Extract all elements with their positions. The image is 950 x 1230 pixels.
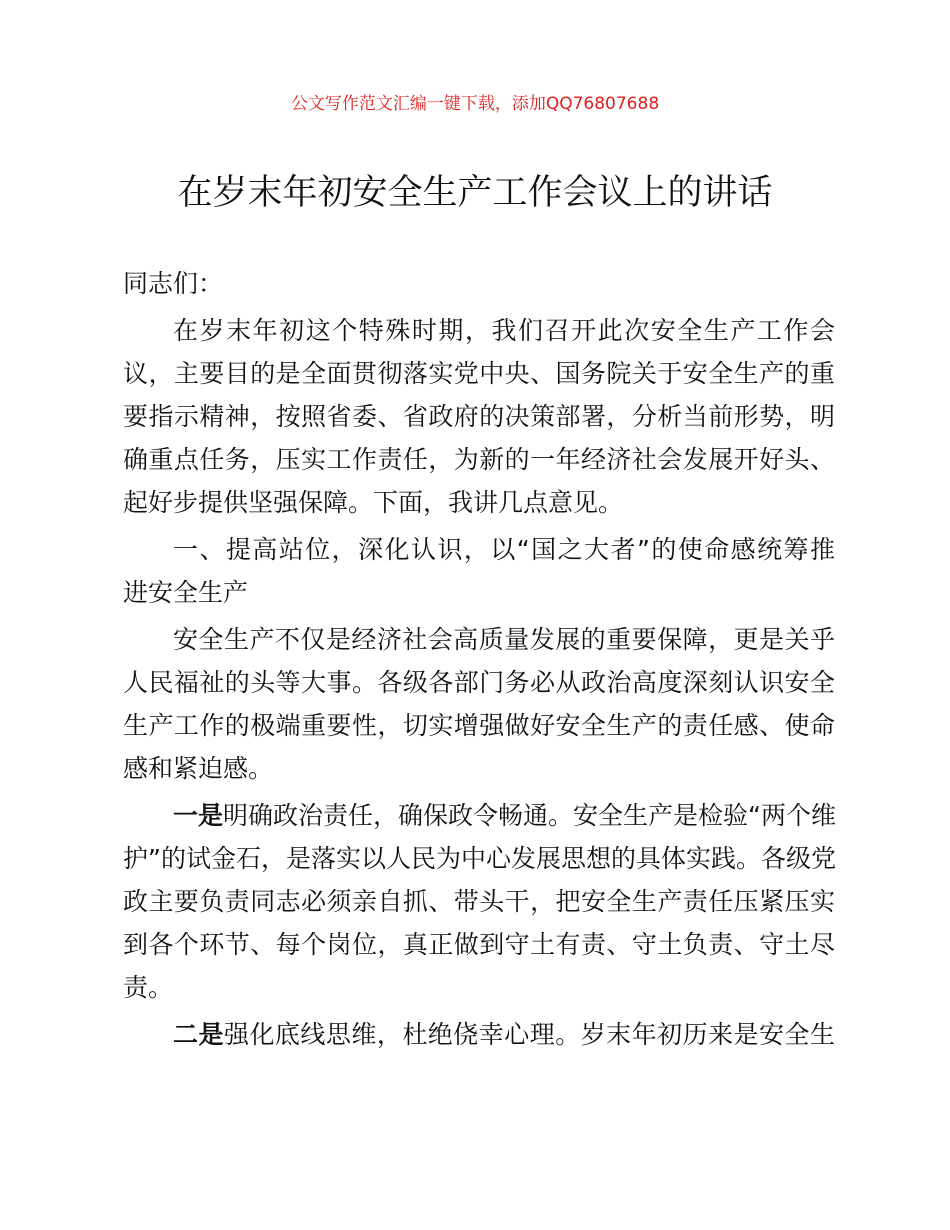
text-line: 到各个环节、每个岗位，真正做到守土有责、守土负责、守土尽 [123,930,835,959]
salutation [123,262,835,305]
paragraph-intro [123,309,835,524]
text-line [123,794,835,837]
text-line: 起好步提供坚强保障。下面，我讲几点意见。 [123,488,624,517]
section-heading-1 [123,528,835,614]
paragraph-4 [123,1013,835,1056]
paragraph-2 [123,618,835,790]
text-line: 一、提高站位，深化认识，以“国之大者”的使命感统筹推 [173,535,835,564]
text-line: 进安全生产 [123,578,249,607]
text-span: 强化底线思维，杜绝侥幸心理。岁末年初历来是安全生 [223,1020,835,1049]
text-line: 政主要负责同志必须亲自抓、带头干，把安全生产责任压紧压实 [123,887,835,916]
text-line: 责。 [123,973,174,1002]
text-line: 在岁末年初这个特殊时期，我们召开此次安全生产工作会 [173,316,835,345]
paragraph-3 [123,794,835,1009]
text-span: 明确政治责任，确保政令畅通。安全生产是检验“两个维 [223,801,836,830]
text-line: 确重点任务，压实工作责任，为新的一年经济社会发展开好头、 [123,445,835,474]
text-line: 要指示精神，按照省委、省政府的决策部署，分析当前形势，明 [123,402,835,431]
download-banner: 公文写作范文汇编一键下载，添加QQ76807688 [290,94,660,114]
document-title: 在岁末年初安全生产工作会议上的讲话 [177,173,773,213]
text-line: 安全生产不仅是经济社会高质量发展的重要保障，更是关乎 [173,625,835,654]
bold-lead: 一是 [173,801,224,830]
text-line: 人民福祉的头等大事。各级各部门务必从政治高度深刻认识安全 [123,668,835,697]
text-line: 议，主要目的是全面贯彻落实党中央、国务院关于安全生产的重 [123,359,835,388]
text-line: 感和紧迫感。 [123,754,274,783]
text-line [123,1013,835,1056]
bold-lead: 二是 [173,1020,224,1049]
document-body [123,262,835,1060]
text-line: 生产工作的极端重要性，切实增强做好安全生产的责任感、使命 [123,711,835,740]
salutation-text: 同志们： [123,269,224,298]
text-line: 护”的试金石，是落实以人民为中心发展思想的具体实践。各级党 [123,844,836,873]
